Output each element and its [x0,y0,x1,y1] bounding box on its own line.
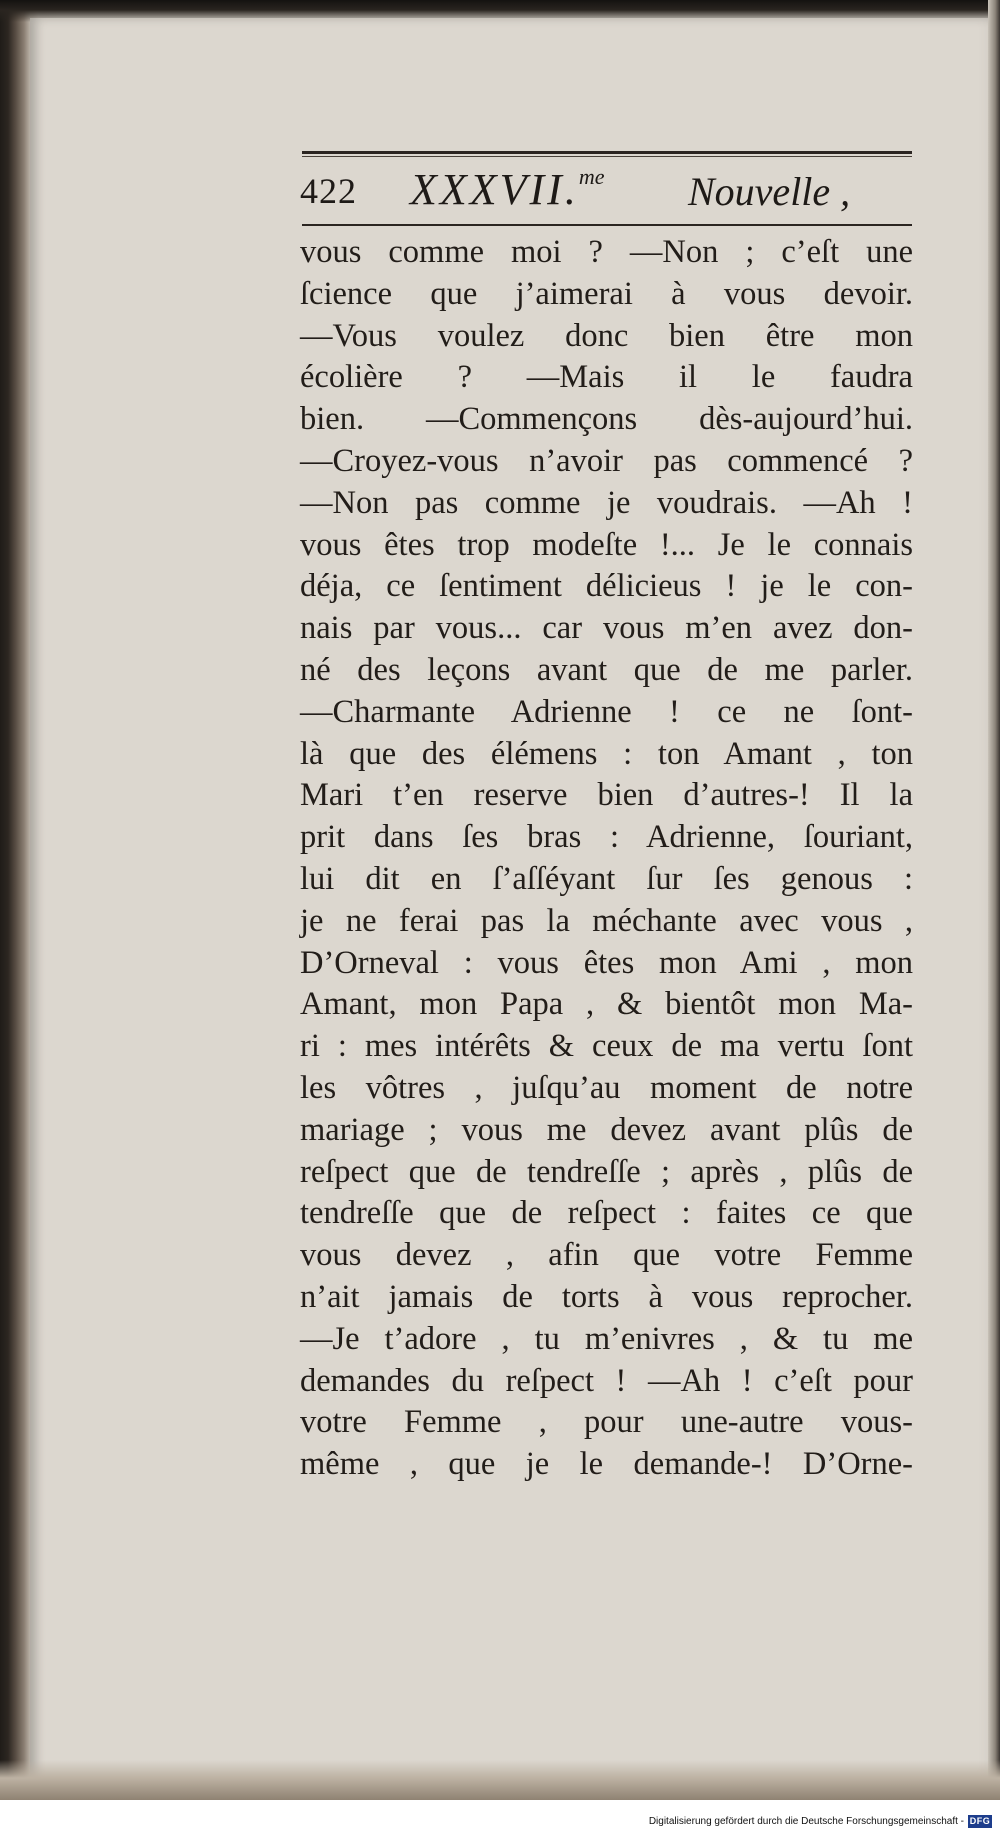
text-line: D’Orneval : vous êtes mon Ami , mon [300,944,913,981]
text-line: —Croyez-vous n’avoir pas commencé ? [300,442,913,479]
text-line: nais par vous... car vous m’en avez don- [300,610,913,647]
text-line: Amant, mon Papa , & bientôt mon Ma- [300,986,913,1023]
text-line: demandes du reſpect ! —Ah ! c’eſt pour [300,1362,913,1399]
chapter-number [410,164,604,215]
page-bottom-edge [0,1760,1000,1800]
text-line: prit dans ſes bras : Adrienne, ſouriant, [300,819,913,856]
text-line: ſcience que j’aimerai à vous devoir. [300,275,913,312]
text-line: —Non pas comme je voudrais. —Ah ! [300,484,913,521]
text-line: mariage ; vous me devez avant plûs de [300,1111,913,1148]
header-rule-bottom [302,224,912,226]
header-rule-thick [302,151,912,154]
text-line: votre Femme , pour une-autre vous- [300,1404,913,1441]
text-line: vous êtes trop modeſte !... Je le connais [300,526,913,563]
text-line: les vôtres , juſqu’au moment de notre [300,1069,913,1106]
text-line: —Je t’adore , tu m’enivres , & tu me [300,1320,913,1357]
text-line: même , que je le demande-! D’Orne- [300,1446,913,1483]
text-line: n’ait jamais de torts à vous reprocher. [300,1278,913,1315]
text-line: Mari t’en reserve bien d’autres-! Il la [300,777,913,814]
running-title: Nouvelle , [688,169,851,214]
text-line: là que des élémens : ton Amant , ton [300,735,913,772]
text-line: tendreſſe que de reſpect : faites ce que [300,1195,913,1232]
text-line: écolière ? —Mais il le faudra [300,359,913,396]
chapter-roman: XXXVII. [410,165,579,214]
dfg-logo: DFG [969,1816,991,1826]
text-line: vous devez , afin que votre Femme [300,1237,913,1274]
text-line: bien. —Commençons dès-aujourd’hui. [300,401,913,438]
running-header [300,164,915,224]
text-line: déja, ce ſentiment délicieus ! je le con- [300,568,913,605]
page-number: 422 [300,171,357,211]
text-line: —Charmante Adrienne ! ce ne ſont- [300,693,913,730]
text-line: né des leçons avant que de me parler. [300,651,913,688]
text-line: je ne ferai pas la méchante avec vous , [300,902,913,939]
text-line: vous comme moi ? —Non ; c’eſt une [300,234,913,270]
chapter-suffix: me [578,164,605,189]
header-rule-thin [302,156,912,157]
text-line: —Vous voulez donc bien être mon [300,317,913,354]
page-right-edge [988,0,1000,1800]
text-line: lui dit en ſ’aſſéyant ſur ſes genous : [300,860,913,897]
body-text [300,232,913,1486]
funding-credit: Digitalisierung gefördert durch die Deutsche Forschungsgemeinschaft - [648,1816,964,1827]
text-line: ri : mes intérêts & ceux de ma vertu ſont [300,1028,913,1065]
text-line: reſpect que de tendreſſe ; après , plûs de [300,1153,913,1190]
